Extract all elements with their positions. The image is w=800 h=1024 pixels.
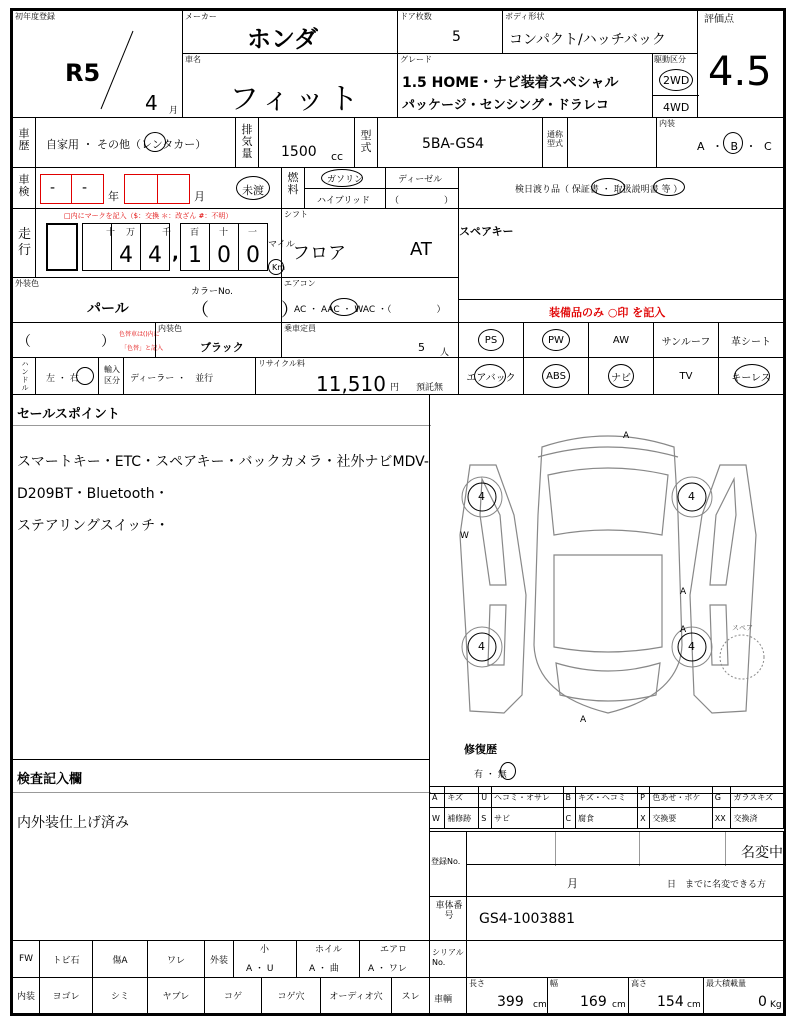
reg-year-value: R5 bbox=[65, 59, 101, 87]
reg-month-value: 4 bbox=[145, 91, 158, 115]
exterior-cell bbox=[204, 940, 234, 978]
burn-hole-label: コゲ穴 bbox=[277, 992, 305, 1002]
scratch-a-label: 傷A bbox=[112, 955, 128, 966]
unit-label-3: 百 bbox=[190, 228, 200, 238]
drive-cell bbox=[652, 53, 698, 118]
recycle-amount: 11,510 bbox=[316, 372, 386, 396]
equip-title-cell bbox=[458, 299, 784, 323]
auction-sheet bbox=[10, 8, 786, 1016]
wear-label: スレ bbox=[401, 992, 420, 1002]
burn-cell bbox=[204, 977, 262, 1014]
manual-circle bbox=[653, 178, 685, 196]
wheel-values: A ・ 曲 bbox=[309, 964, 339, 974]
legend-code: XX bbox=[712, 808, 731, 829]
chassis-label-cell bbox=[429, 896, 467, 941]
mark-left: W bbox=[460, 531, 469, 541]
registration-label-cell bbox=[429, 831, 467, 897]
small-label: 小 bbox=[260, 945, 270, 955]
deposited-text: 預託無 bbox=[416, 383, 444, 393]
yen-unit: 円 bbox=[390, 383, 400, 393]
car-diagram bbox=[430, 395, 785, 795]
legend-code: A bbox=[430, 787, 445, 808]
disp-label-cell bbox=[235, 117, 259, 168]
legend-desc: 交換要 bbox=[650, 808, 712, 829]
length-value: 399 bbox=[497, 994, 524, 1010]
wheel-label: ホイル bbox=[315, 945, 343, 955]
sales-line3: ステアリングスイッチ・ bbox=[17, 518, 170, 534]
dims-label: 車輌 bbox=[434, 995, 453, 1005]
interior-color-label: 内装色 bbox=[158, 324, 182, 333]
legend-code: G bbox=[712, 787, 731, 808]
burn-hole-cell bbox=[261, 977, 321, 1014]
inspection-note: 内外装仕上げ済み bbox=[17, 815, 129, 831]
reg-year-label: 初年度登録 bbox=[15, 12, 55, 21]
equip-abs-label: ABS bbox=[546, 370, 566, 382]
aac-circle bbox=[330, 298, 358, 316]
drive-2wd: 2WD bbox=[663, 74, 690, 87]
mileage-label-cell bbox=[12, 208, 36, 278]
drive-4wd: 4WD bbox=[663, 101, 690, 114]
navi-circle bbox=[608, 364, 634, 388]
gasoline-text: ガソリン bbox=[327, 175, 364, 185]
length-cell bbox=[466, 977, 548, 1014]
handle-label-cell bbox=[12, 357, 36, 395]
mark-right-2: A bbox=[680, 625, 687, 635]
mark-front: A bbox=[623, 431, 630, 441]
interior-color-cell bbox=[155, 322, 282, 358]
transmission-value: AT bbox=[410, 239, 432, 260]
pw-circle bbox=[542, 329, 570, 351]
equip-airbag-label: エアバック bbox=[466, 372, 516, 384]
unit-label-1: 万 bbox=[126, 228, 136, 238]
grade-label: グレード bbox=[400, 55, 432, 64]
aero-label: エアロ bbox=[380, 945, 408, 955]
aero-values: A ・ ワレ bbox=[368, 964, 407, 974]
load-value: 0 bbox=[758, 994, 767, 1010]
repair-none-circle bbox=[500, 762, 516, 780]
legend-desc: 色あせ・ボケ bbox=[650, 787, 712, 808]
tire-depth-rr: 4 bbox=[688, 640, 695, 653]
papers-text: 検日渡り品（ 保証書 ・ 取扱説明書 等 ） bbox=[515, 185, 683, 195]
small-cell bbox=[233, 940, 297, 978]
legend-desc: サビ bbox=[492, 808, 564, 829]
car-name-cell bbox=[182, 53, 398, 118]
load-unit: Kg bbox=[770, 1000, 782, 1010]
equip-tv bbox=[653, 357, 719, 395]
width-value: 169 bbox=[580, 994, 607, 1010]
exterior-color-cell bbox=[12, 277, 299, 323]
papers-notes-cell bbox=[458, 208, 784, 300]
capacity-cell bbox=[281, 322, 459, 358]
length-label: 長さ bbox=[469, 979, 485, 988]
name-change-text: 名変中 bbox=[741, 845, 783, 861]
dirt-label: ヨゴレ bbox=[52, 992, 80, 1002]
displacement-value: 1500 bbox=[281, 144, 317, 160]
handle-cell bbox=[35, 357, 99, 395]
reg-month-unit: 月 bbox=[169, 106, 179, 116]
month-unit-insp: 月 bbox=[194, 190, 205, 203]
shift-cell bbox=[281, 208, 459, 278]
carname-label: 車名 bbox=[185, 55, 201, 64]
sales-line2: D209BT・Bluetooth・ bbox=[17, 486, 169, 502]
mile-label: マイル bbox=[268, 240, 295, 250]
common-model-label: 通称型式 bbox=[547, 130, 563, 148]
maker-value: ホンダ bbox=[247, 25, 319, 53]
fw-label: FW bbox=[18, 954, 34, 964]
sales-title: セールスポイント bbox=[17, 407, 120, 422]
fuel-label-cell bbox=[281, 167, 305, 209]
airbag-circle bbox=[474, 364, 506, 388]
capacity-value: 5 bbox=[418, 341, 425, 354]
interior-bottom-cell bbox=[12, 977, 40, 1014]
audio-hole-label: オーディオ穴 bbox=[329, 992, 383, 1002]
legend-code: B bbox=[563, 787, 575, 808]
width-label: 幅 bbox=[550, 979, 558, 988]
inspection-notes-cell bbox=[12, 759, 430, 941]
gasoline-circle bbox=[321, 169, 363, 187]
serial-label: シリアルNo. bbox=[432, 948, 464, 967]
legend-code: W bbox=[430, 808, 445, 829]
legend-desc: 補修跡 bbox=[445, 808, 479, 829]
legend-code: X bbox=[638, 808, 650, 829]
hybrid-paren: （ ） bbox=[390, 196, 454, 206]
repair-label: 修復歴 bbox=[464, 743, 497, 756]
import-label: 輸入区分 bbox=[104, 365, 120, 385]
color-no-paren: （ ） bbox=[191, 300, 299, 321]
model-value: 5BA-GS4 bbox=[422, 136, 484, 152]
serial-cell bbox=[466, 940, 784, 978]
tire-depth-fr: 4 bbox=[688, 490, 695, 503]
wear-cell bbox=[391, 977, 430, 1014]
disp-unit: cc bbox=[331, 150, 344, 163]
common-model-cell bbox=[567, 117, 657, 168]
load-label: 最大積載量 bbox=[706, 979, 746, 988]
load-cell bbox=[703, 977, 784, 1014]
score-value: 4.5 bbox=[708, 49, 772, 95]
grade-line1: 1.5 HOME・ナビ装着スペシャル bbox=[402, 75, 619, 91]
legend-desc: ガラスキズ bbox=[731, 787, 784, 808]
equip-sunroof-label: サンルーフ bbox=[661, 336, 711, 348]
crack-cell bbox=[147, 940, 205, 978]
fuel-label: 燃料 bbox=[287, 171, 299, 196]
papers-cell bbox=[458, 167, 784, 209]
capacity-label: 乗車定員 bbox=[284, 324, 316, 333]
reg-slash-line bbox=[13, 11, 184, 119]
inspection-dash1: - bbox=[50, 180, 56, 196]
disp-label: 排気量 bbox=[241, 123, 253, 160]
doors-label: ドア枚数 bbox=[400, 12, 432, 21]
deadline-day: 日 までに名変できる方 bbox=[667, 880, 767, 890]
legend-code: S bbox=[479, 808, 492, 829]
color-change-cell bbox=[12, 322, 164, 358]
odo-digit-5: 0 bbox=[246, 243, 260, 268]
tire-depth-fl: 4 bbox=[478, 490, 485, 503]
hybrid-paren-cell bbox=[385, 188, 459, 209]
audio-hole-cell bbox=[320, 977, 392, 1014]
sales-line1: スマートキー・ETC・スペアキー・バックカメラ・社外ナビMDV- bbox=[17, 454, 429, 470]
spare-label: スペア bbox=[732, 624, 753, 632]
untreated-circle bbox=[236, 176, 270, 200]
inspection-label-cell bbox=[12, 167, 36, 209]
km-label: Km bbox=[272, 263, 286, 272]
recycle-cell bbox=[255, 357, 459, 395]
shift-label: シフト bbox=[284, 210, 308, 219]
odo-comma: , bbox=[172, 243, 179, 264]
mark-rear: A bbox=[580, 715, 587, 725]
interior-grade-cell bbox=[656, 117, 784, 168]
width-cell bbox=[547, 977, 629, 1014]
carname-value: フィット bbox=[229, 82, 363, 117]
diesel-text: ディーゼル bbox=[398, 175, 443, 185]
interior-grade-circle bbox=[723, 132, 743, 154]
unit-label-0: 十 bbox=[106, 228, 116, 238]
chassis-label: 車体番号 bbox=[435, 901, 463, 921]
shift-value: フロア bbox=[292, 243, 346, 264]
odo-digit-4: 0 bbox=[217, 243, 231, 268]
equip-tv-label: TV bbox=[679, 370, 693, 382]
body-type-cell bbox=[502, 10, 698, 54]
chip-label: トビ石 bbox=[52, 955, 80, 966]
history-label: 車歴 bbox=[18, 127, 30, 152]
exterior-label-bottom: 外装 bbox=[209, 955, 228, 966]
serial-label-cell bbox=[429, 940, 467, 978]
inspection-title: 検査記入欄 bbox=[17, 772, 83, 787]
import-label-cell bbox=[98, 357, 124, 395]
drive-label: 駆動区分 bbox=[654, 55, 686, 64]
inspection-dash2: - bbox=[82, 180, 88, 196]
chip-cell bbox=[39, 940, 93, 978]
maker-label: メーカー bbox=[185, 12, 217, 21]
equip-leather bbox=[718, 322, 784, 358]
displacement-cell bbox=[258, 117, 355, 168]
handle-label: ハンドル bbox=[21, 360, 29, 392]
equip-pw-label: PW bbox=[548, 334, 564, 346]
height-value: 154 bbox=[657, 994, 684, 1010]
score-cell bbox=[697, 10, 784, 118]
recycle-label: リサイクル料 bbox=[258, 359, 305, 368]
color-change-note2: 「色替」と記入 bbox=[121, 345, 164, 352]
keyless-circle bbox=[734, 364, 770, 388]
grade-cell bbox=[397, 53, 653, 118]
interior-label: 内装 bbox=[659, 119, 675, 128]
deadline-month: 月 bbox=[567, 877, 578, 890]
repair-value: 有 ・ 無 bbox=[474, 770, 507, 780]
import-value: ディーラー ・ 並行 bbox=[130, 374, 214, 384]
diesel-cell bbox=[385, 167, 459, 189]
mileage-label: 走行 bbox=[18, 227, 32, 258]
gasoline-cell bbox=[304, 167, 386, 189]
other-circle bbox=[144, 132, 166, 152]
scratch-a-cell bbox=[92, 940, 148, 978]
interior-color-value: ブラック bbox=[200, 341, 244, 354]
warranty-circle bbox=[591, 178, 625, 196]
hybrid-text: ハイブリッド bbox=[317, 196, 371, 206]
legend-desc: 腐食 bbox=[576, 808, 638, 829]
year-unit: 年 bbox=[108, 190, 119, 203]
ps-circle bbox=[478, 329, 504, 351]
legend-desc: ヘコミ・オサレ bbox=[492, 787, 564, 808]
crack-label: ワレ bbox=[166, 955, 185, 966]
legend-code: C bbox=[563, 808, 575, 829]
equip-title: 装備品のみ ○印 を記入 bbox=[549, 306, 666, 319]
dirt-cell bbox=[39, 977, 93, 1014]
equip-leather-label: 革シート bbox=[731, 336, 771, 348]
unit-label-4: 十 bbox=[219, 228, 229, 238]
color-paren: （ ） bbox=[17, 334, 115, 350]
damage-legend bbox=[429, 786, 784, 829]
small-values: A ・ U bbox=[246, 964, 274, 974]
odo-digit-1: 4 bbox=[119, 243, 133, 268]
width-unit: cm bbox=[612, 1000, 626, 1010]
mileage-cell bbox=[35, 208, 295, 278]
sales-points-cell bbox=[12, 394, 430, 760]
wheel-cell bbox=[296, 940, 360, 978]
maker-cell bbox=[182, 10, 398, 54]
history-value: 自家用 ・ その他（レンタカー） bbox=[46, 138, 207, 151]
aero-cell bbox=[359, 940, 430, 978]
model-cell bbox=[377, 117, 543, 168]
equip-keyless-label: キーレス bbox=[731, 372, 771, 384]
tire-depth-rl: 4 bbox=[478, 640, 485, 653]
dims-label-cell bbox=[429, 977, 467, 1014]
model-label-cell bbox=[354, 117, 378, 168]
legend-desc: キズ bbox=[445, 787, 479, 808]
color-no-label: カラーNo. bbox=[191, 287, 233, 297]
legend-desc: 交換済 bbox=[731, 808, 784, 829]
mileage-note: □内にマークを記入（$：交換 ＊：改ざん #：不明） bbox=[64, 212, 233, 220]
registration-year-cell bbox=[12, 10, 183, 118]
odo-box-0 bbox=[46, 223, 78, 271]
tear-label: ヤブレ bbox=[162, 992, 190, 1002]
exterior-value: パール bbox=[87, 301, 129, 317]
inspection-label: 車検 bbox=[18, 173, 30, 198]
odo-digit-3: 1 bbox=[188, 243, 202, 268]
grade-line2: パッケージ・センシング・ドラレコ bbox=[402, 98, 609, 113]
legend-code: U bbox=[479, 787, 492, 808]
equip-sunroof bbox=[653, 322, 719, 358]
registration-label: 登録No. bbox=[431, 857, 461, 866]
registration-number-cell bbox=[466, 831, 784, 865]
damage-diagram-cell bbox=[429, 394, 784, 794]
equip-aw bbox=[588, 322, 654, 358]
interior-grades: A ・ B ・ C bbox=[697, 140, 774, 153]
doors-value: 5 bbox=[452, 29, 461, 45]
capacity-unit: 人 bbox=[440, 348, 450, 358]
stain-label: シミ bbox=[110, 992, 129, 1002]
height-unit: cm bbox=[687, 1000, 701, 1010]
inspection-date-cell bbox=[35, 167, 282, 209]
legend-code: P bbox=[638, 787, 650, 808]
import-cell bbox=[123, 357, 256, 395]
legend-desc: キズ・ヘコミ bbox=[576, 787, 638, 808]
height-cell bbox=[628, 977, 704, 1014]
spare-key-text: スペアキー bbox=[459, 225, 514, 238]
chassis-cell bbox=[466, 896, 784, 941]
exterior-label: 外装色 bbox=[15, 279, 39, 288]
handle-value: 左 ・ 右 bbox=[46, 374, 79, 384]
abs-circle bbox=[542, 364, 570, 388]
score-label: 評価点 bbox=[704, 14, 734, 25]
history-value-cell bbox=[35, 117, 236, 168]
aircon-cell bbox=[281, 277, 459, 323]
unit-label-5: 一 bbox=[248, 228, 258, 238]
fw-cell bbox=[12, 940, 40, 978]
body-value: コンパクト/ハッチバック bbox=[509, 32, 666, 48]
color-change-note1: 色替車は()内に bbox=[119, 331, 160, 338]
aircon-label: エアコン bbox=[284, 279, 316, 288]
common-model-label-cell bbox=[542, 117, 568, 168]
drive-2wd-circle bbox=[659, 69, 693, 91]
unit-label-2: 千 bbox=[162, 228, 172, 238]
equip-ps-label: PS bbox=[484, 334, 498, 346]
burn-label: コゲ bbox=[223, 992, 242, 1002]
tear-cell bbox=[147, 977, 205, 1014]
doors-cell bbox=[397, 10, 503, 54]
odo-digit-2: 4 bbox=[148, 243, 162, 268]
height-label: 高さ bbox=[631, 979, 647, 988]
length-unit: cm bbox=[533, 1000, 547, 1010]
stain-cell bbox=[92, 977, 148, 1014]
history-label-cell bbox=[12, 117, 36, 168]
mark-right-1: A bbox=[680, 587, 687, 597]
untreated-text: 未渡 bbox=[242, 184, 264, 197]
body-label: ボディ形状 bbox=[505, 12, 545, 21]
right-circle bbox=[76, 367, 94, 385]
interior-bottom-label: 内装 bbox=[16, 992, 35, 1002]
model-label: 型式 bbox=[360, 129, 372, 154]
equip-aw-label: AW bbox=[612, 334, 630, 346]
hybrid-cell bbox=[304, 188, 386, 209]
aircon-options: AC ・ AAC ・ WAC ・（ ） bbox=[294, 305, 446, 315]
chassis-value: GS4-1003881 bbox=[479, 911, 576, 927]
equip-navi-label: ナビ bbox=[611, 372, 631, 384]
name-change-deadline-cell bbox=[466, 864, 784, 897]
